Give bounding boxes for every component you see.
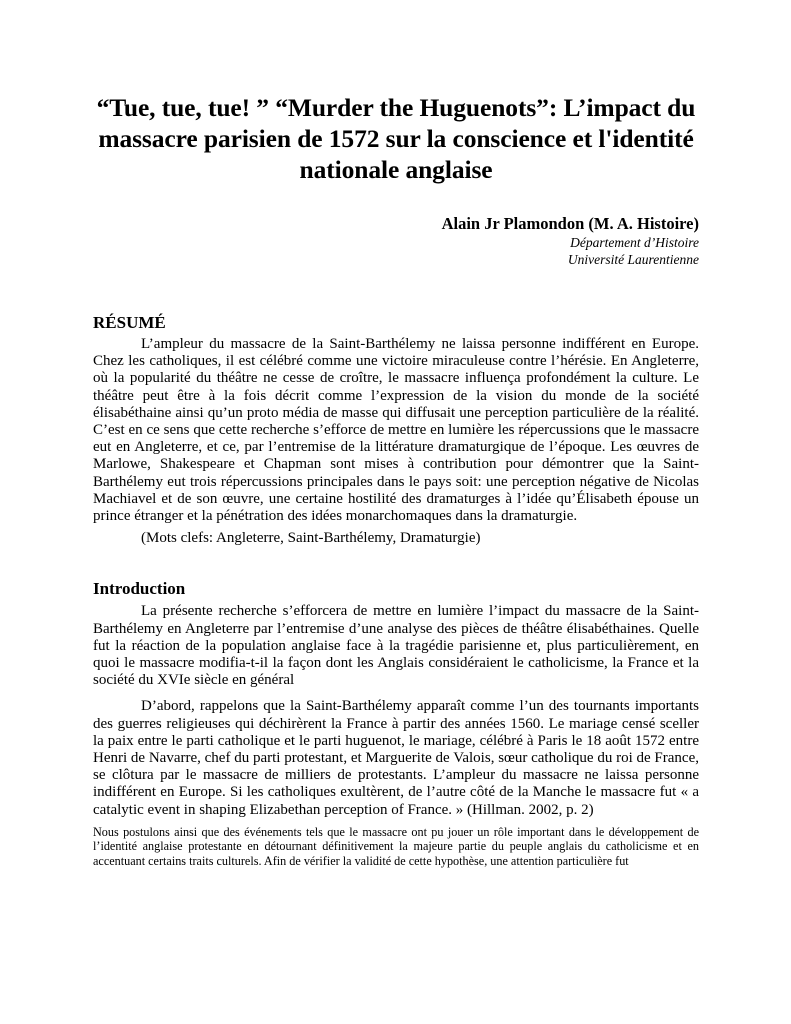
abstract-text: L’ampleur du massacre de la Saint-Barthélemy ne laissa personne indifférent en Europe. Chez les catholiques, il est célébré comme une victoire miraculeuse contre l’hérésie. En Angleterre, où la popularité du théâtre ne cesse de croître, le massacre influença profondément la culture. Le théâtre peut être à la fois décrit comme l’expression de la vision du monde de la société élisabéthaine ainsi qu’un proto média de masse qui diffusait une perception particulière de la réalité. C’est en ce sens que cette recherche s’efforce de mettre en lumière les répercussions que le massacre eut en Angleterre, et ce, par l’entremise de la littérature dramaturgique de l’époque. Les œuvres de Marlowe, Shakespeare et Chapman sont mises à contribution pour démontrer que la Saint-Barthélemy eut trois répercussions principales dans le pays soit: une perception négative de Nicolas Machiavel et de son œuvre, une certaine hostilité des dramaturges à l’idée qu’Élisabeth épouse un prince étranger et la pénétration des idées monarchomaques dans la dramaturgie. [93, 336, 699, 525]
introduction-heading: Introduction [93, 579, 186, 599]
document-page [93, 92, 699, 869]
university: Université Laurentienne [567, 252, 699, 267]
author-name: Alain Jr Plamondon (M. A. Histoire) [441, 214, 699, 233]
keywords: (Mots clefs: Angleterre, Saint-Barthélemy, Dramaturgie) [141, 530, 481, 547]
introduction-paragraph-2: D’abord, rappelons que la Saint-Barthélemy apparaît comme l’un des tournants importants des guerres religieuses qui déchirèrent la France à partir des années 1560. Le mariage censé sceller la paix entre le parti catholique et le parti huguenot, le mariage, célébré à Paris le 18 août 1572 entre Henri de Navarre, chef du parti protestant, et Marguerite de Valois, sœur catholique du roi de France, se clôtura par le massacre de milliers de protestants. L’ampleur du massacre ne laissa personne indifférent en Europe. Si les catholiques exultèrent, de l’autre côté de la Manche le massacre fut « a catalytic event in shaping Elizabethan perception of France. » (Hillman. 2002, p. 2) [93, 698, 699, 818]
introduction-paragraph-3: Nous postulons ainsi que des événements tels que le massacre ont pu jouer un rôle important dans le développement de l’identité anglaise protestante en détournant définitivement la majeure partie du peuple anglais du catholicisme et en accentuant certains traits culturels. Afin de vérifier la validité de cette hypothèse, une attention particulière fut [93, 824, 699, 869]
author-block [93, 214, 699, 268]
department: Département d’Histoire [570, 235, 699, 250]
paper-title: “Tue, tue, tue! ” “Murder the Huguenots”: L’impact du massacre parisien de 1572 sur la conscience et l'identité nationale anglaise [96, 93, 696, 184]
abstract-heading: RÉSUMÉ [93, 313, 166, 332]
introduction-paragraph-1: La présente recherche s’efforcera de mettre en lumière l’impact du massacre de la Saint-Barthélemy en Angleterre par l’entremise d’une analyse des pièces de théâtre élisabéthaines. Quelle fut la réaction de la population anglaise face à la tragédie parisienne et, plus particulièrement, en quoi le massacre modifia-t-il la façon dont les Anglais considéraient le catholicisme, la France et la société du XVIe siècle en général [93, 603, 699, 689]
